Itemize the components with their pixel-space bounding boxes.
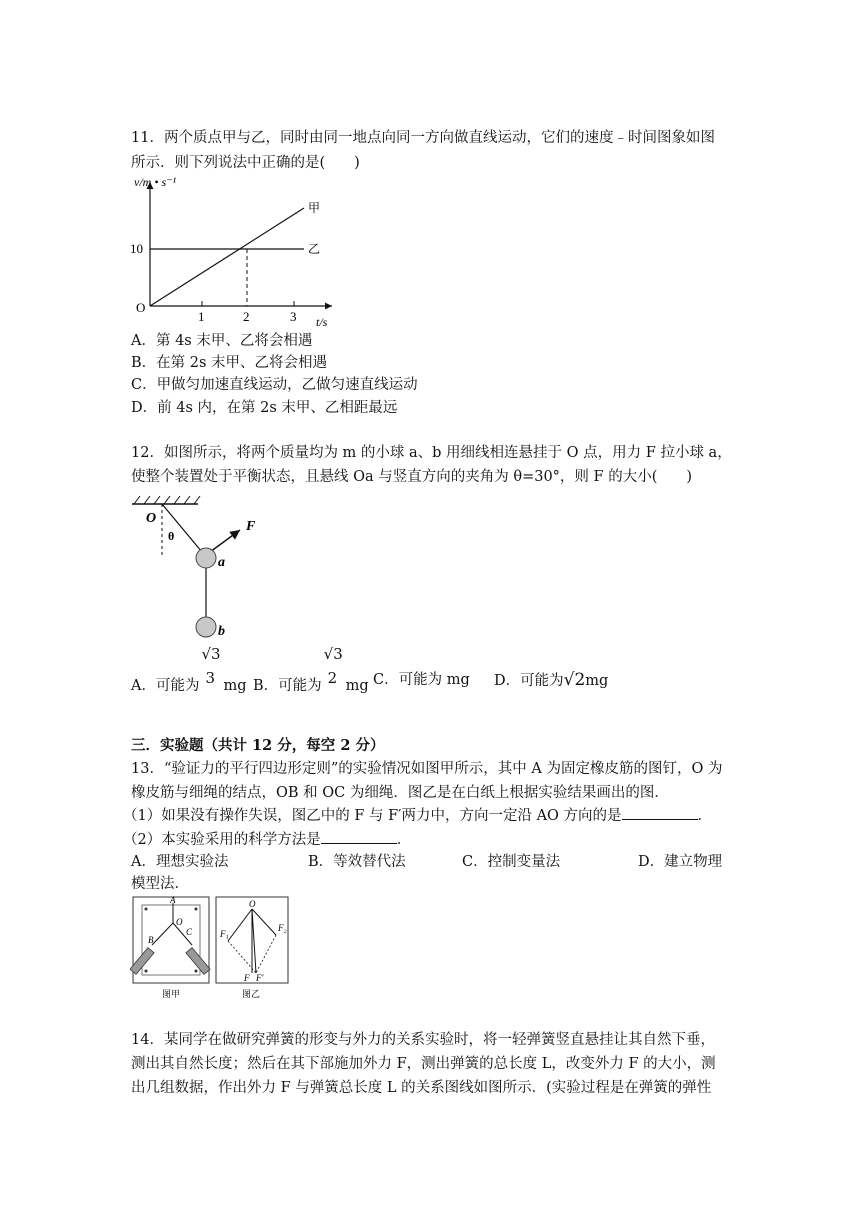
x-tick-3: 3: [290, 309, 297, 324]
q13-stem-line2: 橡皮筋与细绳的结点，OB 和 OC 为细绳．图乙是在白纸上根据实验结果画出的图．: [131, 785, 669, 801]
fig-label-f1: F₁: [220, 929, 229, 939]
q14-stem-line1: 14．某同学在做研究弹簧的形变与外力的关系实验时，将一轻弹簧竖直悬挂让其自然下垂，: [131, 1032, 715, 1048]
q12-option-a[interactable]: A．可能为 √3 3 mg: [131, 645, 247, 694]
figure-jia-frame: [133, 897, 209, 983]
q13-option-a[interactable]: A．理想实验法: [131, 854, 229, 870]
q12-stem-line2: 使整个装置处于平衡状态，且悬线 Oa 与竖直方向的夹角为 θ=30°，则 F 的大小( ): [131, 469, 693, 485]
fig-label-o2: O: [249, 899, 256, 909]
q13-sub2: （2）本实验采用的科学方法是 ．: [123, 829, 411, 851]
fig-label-f: F: [244, 973, 250, 983]
ball-a: [196, 548, 216, 568]
q11-velocity-time-graph: [126, 170, 346, 330]
q13-option-b[interactable]: B．等效替代法: [308, 854, 406, 870]
fig-label-fp: F′: [256, 973, 264, 983]
fig-label-c: C: [186, 927, 193, 937]
q11-option-a[interactable]: A．第 4s 末甲、乙将会相遇: [131, 333, 313, 349]
caption-jia: 图甲: [162, 989, 181, 999]
sqrt2: √2: [563, 670, 586, 690]
ball-b: [196, 617, 216, 637]
fig-label-o: O: [176, 917, 183, 927]
q13-blank-1[interactable]: [622, 805, 698, 820]
label-jia: 甲: [308, 201, 321, 215]
label-b: b: [218, 624, 225, 639]
q11-option-d[interactable]: D．前 4s 内，在第 2s 末甲、乙相距最远: [131, 400, 398, 416]
label-yi: 乙: [308, 242, 321, 256]
fraction-sqrt3-over-2: √3 2: [323, 645, 343, 687]
q13-option-d-cont: 模型法．: [131, 876, 189, 892]
label-theta: θ: [168, 529, 175, 543]
x-tick-1: 1: [198, 309, 205, 324]
fraction-sqrt3-over-3: √3 3: [201, 645, 221, 687]
q14-stem-line2: 测出其自然长度；然后在其下部施加外力 F，测出弹簧的总长度 L，改变外力 F 的大小，测: [131, 1056, 716, 1072]
label-a: a: [218, 555, 225, 570]
label-f: F: [246, 519, 256, 534]
force-f-arrow: [210, 530, 240, 552]
q12-option-d[interactable]: D．可能为√2mg: [494, 670, 609, 690]
q14-stem-line3: 出几组数据，作出外力 F 与弹簧总长度 L 的关系图线如图所示．(实验过程是在弹簧的弹性: [131, 1080, 712, 1096]
y-axis-label: v/m • s⁻¹: [134, 175, 177, 189]
q11-option-b[interactable]: B．在第 2s 末甲、乙将会相遇: [131, 355, 328, 371]
string-oa: [162, 504, 202, 552]
ceiling-hatch: [134, 496, 200, 504]
label-o: O: [146, 511, 157, 526]
origin-label: O: [136, 300, 146, 315]
y-tick-10: 10: [130, 241, 143, 256]
x-axis-label: t/s: [316, 315, 328, 329]
caption-yi: 图乙: [242, 989, 261, 999]
fig-label-a: A: [170, 895, 176, 905]
q12-option-c[interactable]: C．可能为 mg: [373, 672, 470, 688]
q12-stem-line1: 12．如图所示，将两个质量均为 m 的小球 a、b 用细线相连悬挂于 O 点，用力 F 拉小球 a，: [131, 445, 732, 461]
q13-option-c[interactable]: C．控制变量法: [462, 854, 561, 870]
q11-stem-line1: 11．两个质点甲与乙，同时由同一地点向同一方向做直线运动，它们的速度﹣时间图象如图: [131, 130, 715, 146]
x-tick-2: 2: [243, 309, 250, 324]
q13-blank-2[interactable]: [321, 829, 397, 844]
section-3-title: 三．实验题（共计 12 分，每空 2 分）: [131, 737, 385, 754]
fig-label-b: B: [148, 935, 154, 945]
line-jia: [150, 208, 304, 306]
q13-stem-line1: 13．“验证力的平行四边形定则”的实验情况如图甲所示，其中 A 为固定橡皮筋的图钉，O 为: [131, 761, 723, 777]
q13-option-d[interactable]: D．建立物理: [638, 854, 723, 870]
q13-sub1: （1）如果没有操作失误，图乙中的 F 与 F′两力中，方向一定沿 AO 方向的是 ．: [123, 805, 712, 827]
q12-pendulum-figure: [126, 490, 276, 645]
q11-stem-line2: 所示．则下列说法中正确的是( ): [131, 155, 360, 171]
q11-option-c[interactable]: C．甲做匀加速直线运动，乙做匀速直线运动: [131, 377, 418, 393]
fig-label-f2: F₂: [278, 923, 287, 933]
q13-experiment-figures: [130, 895, 290, 1003]
q12-option-b[interactable]: B．可能为 √3 2 mg: [253, 645, 369, 694]
